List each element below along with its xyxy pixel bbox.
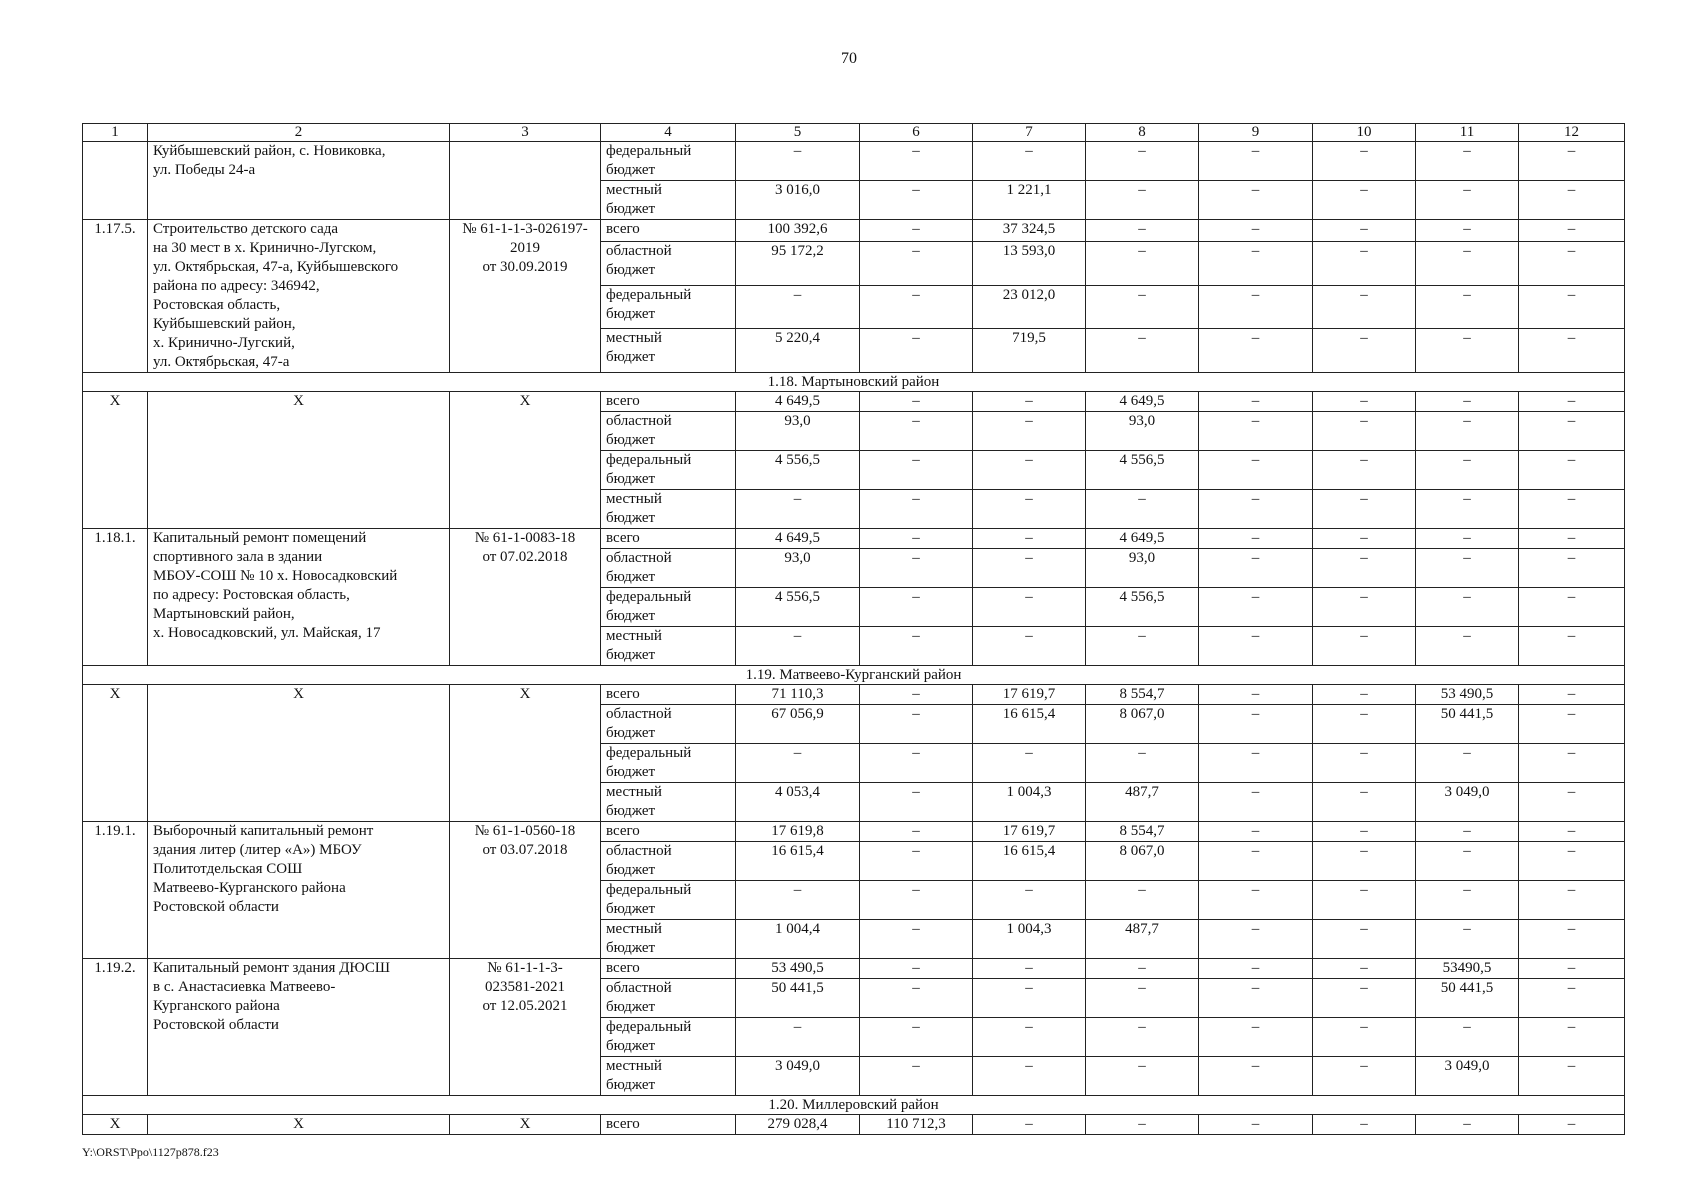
section-title: 1.19. Матвеево-Курганский район [83, 666, 1625, 685]
amount-col-8: – [1086, 285, 1199, 329]
amount-col-5: 279 028,4 [736, 1115, 860, 1135]
amount-col-10: – [1313, 783, 1416, 822]
amount-col-7: – [973, 1057, 1086, 1096]
funding-source: федеральный бюджет [601, 142, 736, 181]
amount-col-10: – [1313, 549, 1416, 588]
amount-col-10: – [1313, 685, 1416, 705]
amount-col-11: – [1416, 1018, 1519, 1057]
amount-col-6: – [860, 685, 973, 705]
amount-col-11: – [1416, 451, 1519, 490]
amount-col-7: – [973, 451, 1086, 490]
amount-col-5: – [736, 1018, 860, 1057]
amount-col-7: – [973, 881, 1086, 920]
amount-col-8: – [1086, 881, 1199, 920]
amount-col-5: 4 649,5 [736, 392, 860, 412]
amount-col-7: 1 004,3 [973, 783, 1086, 822]
object-name: X [148, 392, 450, 529]
object-name: Строительство детского сада на 30 мест в х. Кринично-Лугском, ул. Октябрьская, 47-а, Куйбышевского района по адресу: 346942, Ростовская область, Куйбышевский район, х. Кринично-Лугский, ул. Октябрьская, 47-а [148, 220, 450, 373]
column-number-11: 11 [1416, 124, 1519, 142]
expertise-document: № 61-1-1-3-026197- 2019 от 30.09.2019 [450, 220, 601, 373]
section-row [83, 1096, 1625, 1115]
amount-col-5: 17 619,8 [736, 822, 860, 842]
amount-col-6: – [860, 822, 973, 842]
amount-col-5: – [736, 490, 860, 529]
amount-col-9: – [1199, 285, 1313, 329]
amount-col-10: – [1313, 842, 1416, 881]
amount-col-11: – [1416, 842, 1519, 881]
amount-col-10: – [1313, 627, 1416, 666]
column-number-6: 6 [860, 124, 973, 142]
amount-col-9: – [1199, 329, 1313, 373]
table-row [83, 220, 1625, 242]
amount-col-7: – [973, 588, 1086, 627]
amount-col-8: – [1086, 490, 1199, 529]
amount-col-7: 13 593,0 [973, 242, 1086, 286]
table-body [83, 124, 1625, 1135]
amount-col-7: – [973, 549, 1086, 588]
amount-col-9: – [1199, 242, 1313, 286]
amount-col-12: – [1519, 744, 1625, 783]
amount-col-11: 53 490,5 [1416, 685, 1519, 705]
amount-col-12: – [1519, 529, 1625, 549]
amount-col-8: 487,7 [1086, 783, 1199, 822]
amount-col-6: – [860, 529, 973, 549]
item-number: 1.19.2. [83, 959, 148, 1096]
amount-col-7: – [973, 392, 1086, 412]
funding-source: федеральный бюджет [601, 744, 736, 783]
amount-col-5: 4 556,5 [736, 451, 860, 490]
amount-col-7: 1 004,3 [973, 920, 1086, 959]
amount-col-12: – [1519, 1057, 1625, 1096]
amount-col-11: – [1416, 412, 1519, 451]
amount-col-9: – [1199, 822, 1313, 842]
amount-col-12: – [1519, 392, 1625, 412]
amount-col-12: – [1519, 920, 1625, 959]
amount-col-11: – [1416, 588, 1519, 627]
amount-col-5: 4 053,4 [736, 783, 860, 822]
amount-col-12: – [1519, 142, 1625, 181]
amount-col-8: – [1086, 181, 1199, 220]
amount-col-9: – [1199, 142, 1313, 181]
amount-col-5: 3 049,0 [736, 1057, 860, 1096]
amount-col-12: – [1519, 783, 1625, 822]
amount-col-8: – [1086, 329, 1199, 373]
amount-col-9: – [1199, 181, 1313, 220]
funding-source: федеральный бюджет [601, 1018, 736, 1057]
amount-col-7: – [973, 1018, 1086, 1057]
amount-col-6: – [860, 490, 973, 529]
funding-source: местный бюджет [601, 490, 736, 529]
column-number-2: 2 [148, 124, 450, 142]
funding-source: областной бюджет [601, 549, 736, 588]
column-number-7: 7 [973, 124, 1086, 142]
amount-col-12: – [1519, 685, 1625, 705]
amount-col-11: 53490,5 [1416, 959, 1519, 979]
amount-col-10: – [1313, 881, 1416, 920]
column-number-header [83, 124, 1625, 142]
amount-col-11: 50 441,5 [1416, 979, 1519, 1018]
amount-col-8: – [1086, 142, 1199, 181]
section-row [83, 666, 1625, 685]
amount-col-5: – [736, 744, 860, 783]
amount-col-10: – [1313, 220, 1416, 242]
amount-col-12: – [1519, 549, 1625, 588]
amount-col-8: – [1086, 979, 1199, 1018]
amount-col-6: – [860, 627, 973, 666]
funding-source: областной бюджет [601, 242, 736, 286]
amount-col-9: – [1199, 220, 1313, 242]
funding-source: всего [601, 685, 736, 705]
amount-col-12: – [1519, 822, 1625, 842]
amount-col-8: 8 067,0 [1086, 842, 1199, 881]
amount-col-12: – [1519, 1018, 1625, 1057]
amount-col-10: – [1313, 1115, 1416, 1135]
amount-col-6: – [860, 549, 973, 588]
amount-col-11: – [1416, 242, 1519, 286]
amount-col-7: 1 221,1 [973, 181, 1086, 220]
funding-source: местный бюджет [601, 783, 736, 822]
amount-col-11: – [1416, 627, 1519, 666]
amount-col-12: – [1519, 181, 1625, 220]
amount-col-6: – [860, 959, 973, 979]
column-number-4: 4 [601, 124, 736, 142]
page-number: 70 [841, 50, 857, 67]
amount-col-6: – [860, 783, 973, 822]
amount-col-8: – [1086, 220, 1199, 242]
funding-source: областной бюджет [601, 979, 736, 1018]
amount-col-10: – [1313, 412, 1416, 451]
amount-col-7: 23 012,0 [973, 285, 1086, 329]
object-name: Выборочный капитальный ремонт здания литер (литер «А») МБОУ Политотдельская СОШ Матвеево-Курганского района Ростовской области [148, 822, 450, 959]
amount-col-9: – [1199, 490, 1313, 529]
amount-col-8: 8 554,7 [1086, 685, 1199, 705]
amount-col-5: 50 441,5 [736, 979, 860, 1018]
amount-col-11: – [1416, 490, 1519, 529]
amount-col-5: 67 056,9 [736, 705, 860, 744]
amount-col-6: – [860, 1057, 973, 1096]
amount-col-8: 4 556,5 [1086, 588, 1199, 627]
amount-col-8: 487,7 [1086, 920, 1199, 959]
amount-col-6: – [860, 588, 973, 627]
funding-source: областной бюджет [601, 705, 736, 744]
amount-col-9: – [1199, 627, 1313, 666]
amount-col-9: – [1199, 588, 1313, 627]
file-path-footer: Y:\ORST\Ppo\1127p878.f23 [82, 1145, 219, 1159]
amount-col-10: – [1313, 451, 1416, 490]
amount-col-6: – [860, 142, 973, 181]
expertise-document: № 61-1-1-3- 023581-2021 от 12.05.2021 [450, 959, 601, 1096]
amount-col-9: – [1199, 881, 1313, 920]
amount-col-6: – [860, 285, 973, 329]
amount-col-10: – [1313, 285, 1416, 329]
amount-col-10: – [1313, 588, 1416, 627]
section-row [83, 373, 1625, 392]
amount-col-12: – [1519, 588, 1625, 627]
amount-col-8: – [1086, 1057, 1199, 1096]
item-number: X [83, 685, 148, 822]
amount-col-12: – [1519, 705, 1625, 744]
amount-col-10: – [1313, 242, 1416, 286]
amount-col-11: – [1416, 744, 1519, 783]
amount-col-11: – [1416, 822, 1519, 842]
item-number: 1.19.1. [83, 822, 148, 959]
amount-col-5: 93,0 [736, 412, 860, 451]
amount-col-8: 93,0 [1086, 412, 1199, 451]
amount-col-9: – [1199, 842, 1313, 881]
amount-col-7: 17 619,7 [973, 822, 1086, 842]
amount-col-10: – [1313, 1057, 1416, 1096]
amount-col-6: – [860, 920, 973, 959]
amount-col-11: 50 441,5 [1416, 705, 1519, 744]
amount-col-7: – [973, 529, 1086, 549]
amount-col-11: – [1416, 142, 1519, 181]
amount-col-5: 53 490,5 [736, 959, 860, 979]
amount-col-6: 110 712,3 [860, 1115, 973, 1135]
amount-col-10: – [1313, 529, 1416, 549]
amount-col-8: – [1086, 959, 1199, 979]
amount-col-5: 95 172,2 [736, 242, 860, 286]
amount-col-8: 4 649,5 [1086, 392, 1199, 412]
amount-col-9: – [1199, 920, 1313, 959]
amount-col-6: – [860, 392, 973, 412]
amount-col-11: – [1416, 920, 1519, 959]
amount-col-10: – [1313, 920, 1416, 959]
item-number [83, 142, 148, 220]
expertise-document: № 61-1-0560-18 от 03.07.2018 [450, 822, 601, 959]
amount-col-9: – [1199, 685, 1313, 705]
expertise-document: № 61-1-0083-18 от 07.02.2018 [450, 529, 601, 666]
amount-col-10: – [1313, 822, 1416, 842]
amount-col-5: 3 016,0 [736, 181, 860, 220]
amount-col-10: – [1313, 979, 1416, 1018]
amount-col-6: – [860, 181, 973, 220]
column-number-8: 8 [1086, 124, 1199, 142]
amount-col-7: – [973, 627, 1086, 666]
amount-col-12: – [1519, 959, 1625, 979]
amount-col-6: – [860, 220, 973, 242]
amount-col-5: – [736, 627, 860, 666]
amount-col-9: – [1199, 1057, 1313, 1096]
expertise-document: X [450, 392, 601, 529]
column-number-9: 9 [1199, 124, 1313, 142]
amount-col-12: – [1519, 220, 1625, 242]
amount-col-11: – [1416, 1115, 1519, 1135]
amount-col-5: 4 556,5 [736, 588, 860, 627]
amount-col-8: – [1086, 627, 1199, 666]
amount-col-8: – [1086, 1115, 1199, 1135]
funding-source: всего [601, 392, 736, 412]
amount-col-7: 37 324,5 [973, 220, 1086, 242]
budget-table [82, 123, 1625, 1135]
amount-col-11: – [1416, 329, 1519, 373]
amount-col-9: – [1199, 451, 1313, 490]
amount-col-6: – [860, 881, 973, 920]
amount-col-8: – [1086, 242, 1199, 286]
amount-col-7: 17 619,7 [973, 685, 1086, 705]
funding-source: областной бюджет [601, 842, 736, 881]
amount-col-7: – [973, 490, 1086, 529]
object-name: Капитальный ремонт помещений спортивного зала в здании МБОУ-СОШ № 10 х. Новосадковский по адресу: Ростовская область, Мартыновский район, х. Новосадковский, ул. Майская, 17 [148, 529, 450, 666]
amount-col-10: – [1313, 392, 1416, 412]
funding-source: всего [601, 822, 736, 842]
amount-col-12: – [1519, 842, 1625, 881]
amount-col-11: – [1416, 881, 1519, 920]
amount-col-11: – [1416, 220, 1519, 242]
amount-col-9: – [1199, 744, 1313, 783]
amount-col-10: – [1313, 705, 1416, 744]
amount-col-5: 1 004,4 [736, 920, 860, 959]
amount-col-11: – [1416, 285, 1519, 329]
item-number: X [83, 1115, 148, 1135]
amount-col-7: 16 615,4 [973, 705, 1086, 744]
object-name: X [148, 1115, 450, 1135]
amount-col-9: – [1199, 392, 1313, 412]
amount-col-11: 3 049,0 [1416, 1057, 1519, 1096]
amount-col-11: – [1416, 181, 1519, 220]
amount-col-12: – [1519, 881, 1625, 920]
amount-col-6: – [860, 1018, 973, 1057]
funding-source: всего [601, 959, 736, 979]
amount-col-11: – [1416, 549, 1519, 588]
amount-col-7: – [973, 979, 1086, 1018]
amount-col-8: – [1086, 1018, 1199, 1057]
amount-col-5: 71 110,3 [736, 685, 860, 705]
amount-col-10: – [1313, 959, 1416, 979]
amount-col-6: – [860, 705, 973, 744]
amount-col-9: – [1199, 1115, 1313, 1135]
expertise-document: X [450, 1115, 601, 1135]
amount-col-7: – [973, 412, 1086, 451]
amount-col-10: – [1313, 329, 1416, 373]
item-number: 1.18.1. [83, 529, 148, 666]
amount-col-12: – [1519, 242, 1625, 286]
item-number: 1.17.5. [83, 220, 148, 373]
table-row [83, 822, 1625, 842]
amount-col-5: 16 615,4 [736, 842, 860, 881]
amount-col-8: 93,0 [1086, 549, 1199, 588]
amount-col-11: – [1416, 529, 1519, 549]
funding-source: федеральный бюджет [601, 881, 736, 920]
amount-col-12: – [1519, 979, 1625, 1018]
amount-col-9: – [1199, 979, 1313, 1018]
amount-col-9: – [1199, 959, 1313, 979]
amount-col-12: – [1519, 412, 1625, 451]
funding-source: федеральный бюджет [601, 285, 736, 329]
amount-col-5: 4 649,5 [736, 529, 860, 549]
amount-col-12: – [1519, 451, 1625, 490]
object-name: Куйбышевский район, с. Новиковка, ул. Победы 24-а [148, 142, 450, 220]
item-number: X [83, 392, 148, 529]
amount-col-6: – [860, 744, 973, 783]
amount-col-10: – [1313, 142, 1416, 181]
column-number-5: 5 [736, 124, 860, 142]
amount-col-5: 5 220,4 [736, 329, 860, 373]
amount-col-10: – [1313, 1018, 1416, 1057]
amount-col-12: – [1519, 1115, 1625, 1135]
funding-source: всего [601, 1115, 736, 1135]
amount-col-9: – [1199, 1018, 1313, 1057]
funding-source: федеральный бюджет [601, 451, 736, 490]
amount-col-5: – [736, 142, 860, 181]
amount-col-6: – [860, 242, 973, 286]
amount-col-10: – [1313, 744, 1416, 783]
amount-col-11: – [1416, 392, 1519, 412]
amount-col-11: 3 049,0 [1416, 783, 1519, 822]
amount-col-7: 719,5 [973, 329, 1086, 373]
expertise-document: X [450, 685, 601, 822]
amount-col-6: – [860, 451, 973, 490]
table-row [83, 529, 1625, 549]
object-name: Капитальный ремонт здания ДЮСШ в с. Анастасиевка Матвеево- Курганского района Ростовской области [148, 959, 450, 1096]
section-title: 1.20. Миллеровский район [83, 1096, 1625, 1115]
amount-col-8: 8 554,7 [1086, 822, 1199, 842]
amount-col-6: – [860, 329, 973, 373]
amount-col-7: – [973, 142, 1086, 181]
amount-col-7: 16 615,4 [973, 842, 1086, 881]
funding-source: местный бюджет [601, 329, 736, 373]
amount-col-9: – [1199, 412, 1313, 451]
amount-col-5: – [736, 881, 860, 920]
funding-source: местный бюджет [601, 181, 736, 220]
amount-col-8: 4 556,5 [1086, 451, 1199, 490]
funding-source: местный бюджет [601, 627, 736, 666]
amount-col-12: – [1519, 285, 1625, 329]
amount-col-7: – [973, 744, 1086, 783]
column-number-10: 10 [1313, 124, 1416, 142]
amount-col-7: – [973, 959, 1086, 979]
section-title: 1.18. Мартыновский район [83, 373, 1625, 392]
amount-col-6: – [860, 979, 973, 1018]
amount-col-12: – [1519, 490, 1625, 529]
amount-col-7: – [973, 1115, 1086, 1135]
amount-col-9: – [1199, 783, 1313, 822]
table-row [83, 685, 1625, 705]
funding-source: всего [601, 529, 736, 549]
column-number-3: 3 [450, 124, 601, 142]
amount-col-10: – [1313, 181, 1416, 220]
amount-col-9: – [1199, 549, 1313, 588]
table-row [83, 392, 1625, 412]
amount-col-8: 8 067,0 [1086, 705, 1199, 744]
funding-source: местный бюджет [601, 920, 736, 959]
amount-col-5: 100 392,6 [736, 220, 860, 242]
amount-col-9: – [1199, 529, 1313, 549]
funding-source: федеральный бюджет [601, 588, 736, 627]
amount-col-9: – [1199, 705, 1313, 744]
amount-col-6: – [860, 412, 973, 451]
amount-col-10: – [1313, 490, 1416, 529]
funding-source: местный бюджет [601, 1057, 736, 1096]
funding-source: всего [601, 220, 736, 242]
table-row [83, 1115, 1625, 1135]
funding-source: областной бюджет [601, 412, 736, 451]
amount-col-12: – [1519, 329, 1625, 373]
amount-col-8: 4 649,5 [1086, 529, 1199, 549]
column-number-1: 1 [83, 124, 148, 142]
table-row [83, 142, 1625, 181]
table-row [83, 959, 1625, 979]
expertise-document [450, 142, 601, 220]
amount-col-8: – [1086, 744, 1199, 783]
object-name: X [148, 685, 450, 822]
amount-col-5: – [736, 285, 860, 329]
amount-col-5: 93,0 [736, 549, 860, 588]
column-number-12: 12 [1519, 124, 1625, 142]
amount-col-6: – [860, 842, 973, 881]
amount-col-12: – [1519, 627, 1625, 666]
